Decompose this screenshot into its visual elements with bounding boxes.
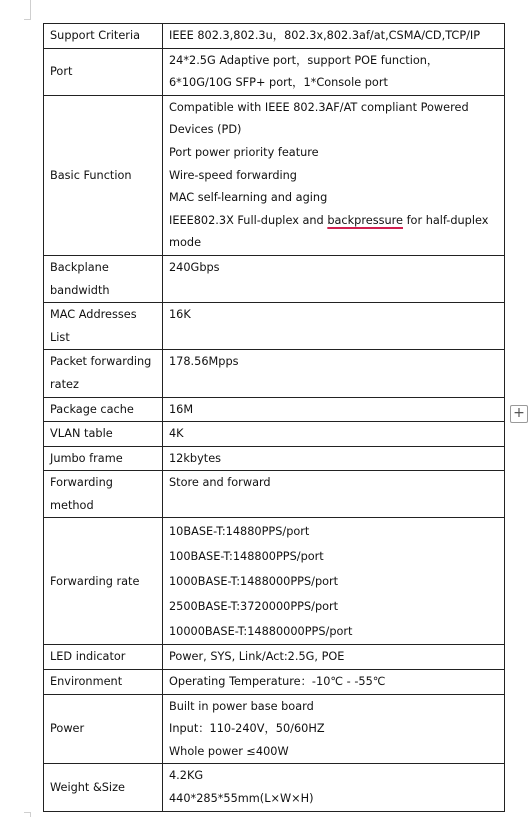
row-label-basic-function[interactable]: Basic Function [44,95,163,255]
table-row [44,24,505,49]
row-value-forwarding-rate[interactable] [163,518,505,645]
row-value-package-cache[interactable] [163,397,505,422]
value-line: 240Gbps [169,260,220,274]
value-line: Operating Temperature：-10℃ - -55℃ [169,675,386,689]
value-line: mode [169,236,202,250]
table-row [44,518,505,645]
row-label-led-indicator[interactable]: LED indicator [44,645,163,670]
row-value-mac-addresses-list[interactable] [163,303,505,350]
row-value-support-criteria[interactable] [163,24,505,49]
page-margin-mark-top-h [24,19,30,20]
row-value-packet-forwarding-rate[interactable] [163,350,505,397]
value-line: Wire-speed forwarding [169,168,297,182]
row-label-support-criteria[interactable]: Support Criteria [44,24,163,49]
row-label-backplane-bandwidth[interactable]: Backplane bandwidth [44,255,163,302]
row-label-packet-forwarding-rate[interactable]: Packet forwarding ratez [44,350,163,397]
row-value-jumbo-frame[interactable] [163,446,505,471]
value-line-with-spellcheck: IEEE802.3X Full-duplex and backpressure for half-duplex [169,213,489,227]
row-label-forwarding-method[interactable]: Forwarding method [44,471,163,518]
page-margin-mark-top [30,0,31,20]
value-line: 12kbytes [169,451,222,465]
value-line: 178.56Mpps [169,355,239,369]
value-line: 16M [169,402,194,416]
value-line: 10BASE-T:14880PPS/port [169,525,310,539]
value-line: 4.2KG [169,769,204,783]
value-line: Built in power base board [169,699,314,713]
value-line: Compatible with IEEE 802.3AF/AT compliant Powered [169,100,469,114]
row-value-weight-size[interactable] [163,764,505,811]
row-value-port[interactable] [163,48,505,95]
table-row [44,255,505,302]
row-value-vlan-table[interactable] [163,422,505,447]
row-label-weight-size[interactable]: Weight &Size [44,764,163,811]
row-label-power[interactable]: Power [44,694,163,764]
value-line: MAC self-learning and aging [169,191,328,205]
table-row [44,350,505,397]
row-label-mac-addresses-list[interactable]: MAC Addresses List [44,303,163,350]
value-line: Whole power ≤400W [169,744,289,758]
table-add-row-button[interactable]: + [510,405,528,423]
value-line: 24*2.5G Adaptive port，support POE function， [169,53,439,67]
row-label-jumbo-frame[interactable]: Jumbo frame [44,446,163,471]
row-value-power[interactable] [163,694,505,764]
value-line: 16K [169,308,191,322]
row-label-vlan-table[interactable]: VLAN table [44,422,163,447]
row-label-port[interactable]: Port [44,48,163,95]
value-line: 2500BASE-T:3720000PPS/port [169,600,339,614]
row-label-package-cache[interactable]: Package cache [44,397,163,422]
table-row [44,764,505,811]
value-line: 4K [169,427,184,441]
value-line: 6*10G/10G SFP+ port，1*Console port [169,76,388,90]
row-label-environment[interactable]: Environment [44,670,163,695]
value-line: IEEE 802.3,802.3u，802.3x,802.3af/at,CSMA/CD,TCP/IP [169,29,481,42]
row-value-backplane-bandwidth[interactable] [163,255,505,302]
table-row [44,397,505,422]
table-row [44,422,505,447]
spec-table [43,23,505,812]
table-row [44,303,505,350]
value-line: 10000BASE-T:14880000PPS/port [169,625,353,639]
value-line: 440*285*55mm(L×W×H) [169,792,314,806]
table-row [44,446,505,471]
row-value-led-indicator[interactable] [163,645,505,670]
spellcheck-flagged-word[interactable]: backpressure [327,213,403,227]
row-value-forwarding-method[interactable] [163,471,505,518]
table-row [44,95,505,255]
value-line: Port power priority feature [169,145,319,159]
value-line: Devices (PD) [169,123,242,137]
value-line: Store and forward [169,476,271,490]
page-margin-mark-bottom [30,812,31,817]
table-row [44,48,505,95]
page-margin-mark-bottom-h [24,812,30,813]
value-line: Power, SYS, Link/Act:2.5G, POE [169,650,345,664]
table-row [44,694,505,764]
table-row [44,645,505,670]
row-value-basic-function[interactable] [163,95,505,255]
table-row [44,471,505,518]
row-value-environment[interactable] [163,670,505,695]
value-line: 1000BASE-T:1488000PPS/port [169,575,339,589]
table-row [44,670,505,695]
value-line: 100BASE-T:148800PPS/port [169,550,324,564]
row-label-forwarding-rate[interactable]: Forwarding rate [44,518,163,645]
value-line: Input：110-240V，50/60HZ [169,722,325,736]
